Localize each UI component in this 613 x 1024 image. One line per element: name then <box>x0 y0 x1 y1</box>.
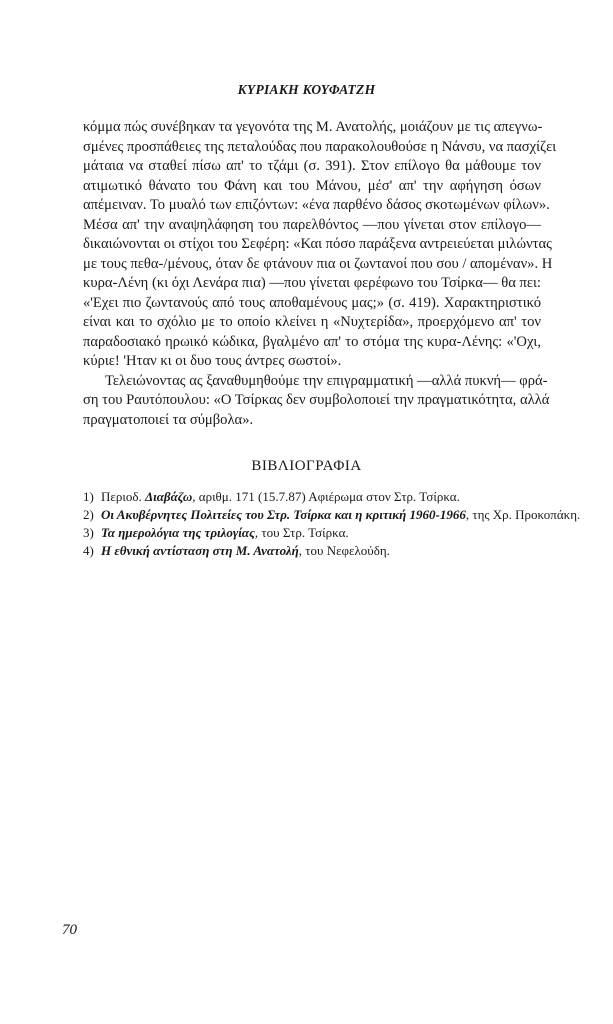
item-prefix: Περιοδ. <box>101 489 145 504</box>
body-text <box>83 118 557 430</box>
item-title: Οι Ακυβέρνητες Πολιτείες του Στρ. Τσίρκα και η κριτική 1960-1966 <box>101 507 466 522</box>
text-line: παραδοσιακό ηρωικό κώδικα, βγαλμένο απ' το στόμα της κυρα-Λένης: «'Οχι, <box>83 333 541 350</box>
bibliography-item <box>83 488 583 506</box>
running-head: ΚΥΡΙΑΚΗ ΚΟΥΦΑΤΖΗ <box>237 82 376 97</box>
bibliography-item <box>83 542 583 560</box>
text-line: ατιμωτικό θάνατο του Φάνη και του Μάνου, μέσ' απ' την αφήγηση όσων <box>83 177 541 194</box>
item-suffix: , του Νεφελούδη. <box>298 543 390 558</box>
text-line: κόμμα πώς συνέβηκαν τα γεγονότα της Μ. Ανατολής, μοιάζουν με τις απεγνω- <box>83 119 543 135</box>
item-suffix: , αριθμ. 171 (15.7.87) Αφιέρωμα στον Στρ. Τσίρκα. <box>192 489 460 504</box>
text-line: Μέσα απ' την αναψηλάφηση του παρελθόντος —που γίνεται στον επίλογο— <box>83 216 541 233</box>
item-title: Διαβάζω <box>144 489 193 504</box>
item-number: 1) <box>83 489 94 504</box>
item-number: 4) <box>83 543 94 558</box>
text-line: ση του Ραυτόπουλου: «Ο Τσίρκας δεν συμβολοποιεί την πραγματικότητα, αλλά <box>83 392 550 408</box>
text-line: απέμειναν. Το μυαλό των επιζόντων: «ένα παρθένο δάσος σκοτωμένων φίλων». <box>83 197 550 213</box>
text-line: «'Εχει πιο ζωντανούς από τους αποθαμένους μας;» (σ. 419). Χαρακτηριστικό <box>83 294 541 311</box>
item-title: Τα ημερολόγια της τριλογίας <box>101 525 255 540</box>
text-line: με τους πεθα-/μένους, όταν δε φτάνουν πια οι ζωντανοί που σου / απομέναν». Η <box>83 255 553 272</box>
bibliography-heading: ΒΙΒΛΙΟΓΡΑΦΙΑ <box>251 458 362 474</box>
bibliography-item <box>83 524 583 542</box>
item-suffix: , του Στρ. Τσίρκα. <box>254 525 349 540</box>
item-number: 2) <box>83 507 94 522</box>
text-line: δικαιώνονται οι στίχοι του Σεφέρη: «Και πόσο παράξενα αντρειεύεται μιλώντας <box>83 236 552 252</box>
bibliography-item <box>83 506 583 524</box>
text-line: κύριε! 'Ηταν κι οι δυο τους άντρες σωστοί». <box>83 353 342 369</box>
text-line: πραγματοποιεί τα σύμβολα». <box>83 411 254 428</box>
text-line: μάταια να σταθεί πίσω απ' το τζάμι (σ. 391). Στον επίλογο θα μάθουμε τον <box>83 158 541 174</box>
bibliography-list <box>83 488 583 560</box>
text-line: σμένες προσπάθειες της πεταλούδας που παρακολουθούσε η Νάνσυ, να πασχίζει <box>83 138 557 155</box>
item-number: 3) <box>83 525 94 540</box>
text-line: Τελειώνοντας ας ξαναθυμηθούμε την επιγραμματική —αλλά πυκνή— φρά- <box>105 372 548 389</box>
page-number: 70 <box>62 922 77 938</box>
item-title: Η εθνική αντίσταση στη Μ. Ανατολή <box>101 543 299 558</box>
item-suffix: , της Χρ. Προκοπάκη. <box>465 507 581 522</box>
text-line: είναι και το σχόλιο με το οποίο κλείνει η «Νυχτερίδα», προερχόμενο απ' τον <box>83 314 541 330</box>
text-line: κυρα-Λένη (κι όχι Λενάρα πια) —που γίνεται φερέφωνο του Τσίρκα— θα πει: <box>83 275 541 291</box>
